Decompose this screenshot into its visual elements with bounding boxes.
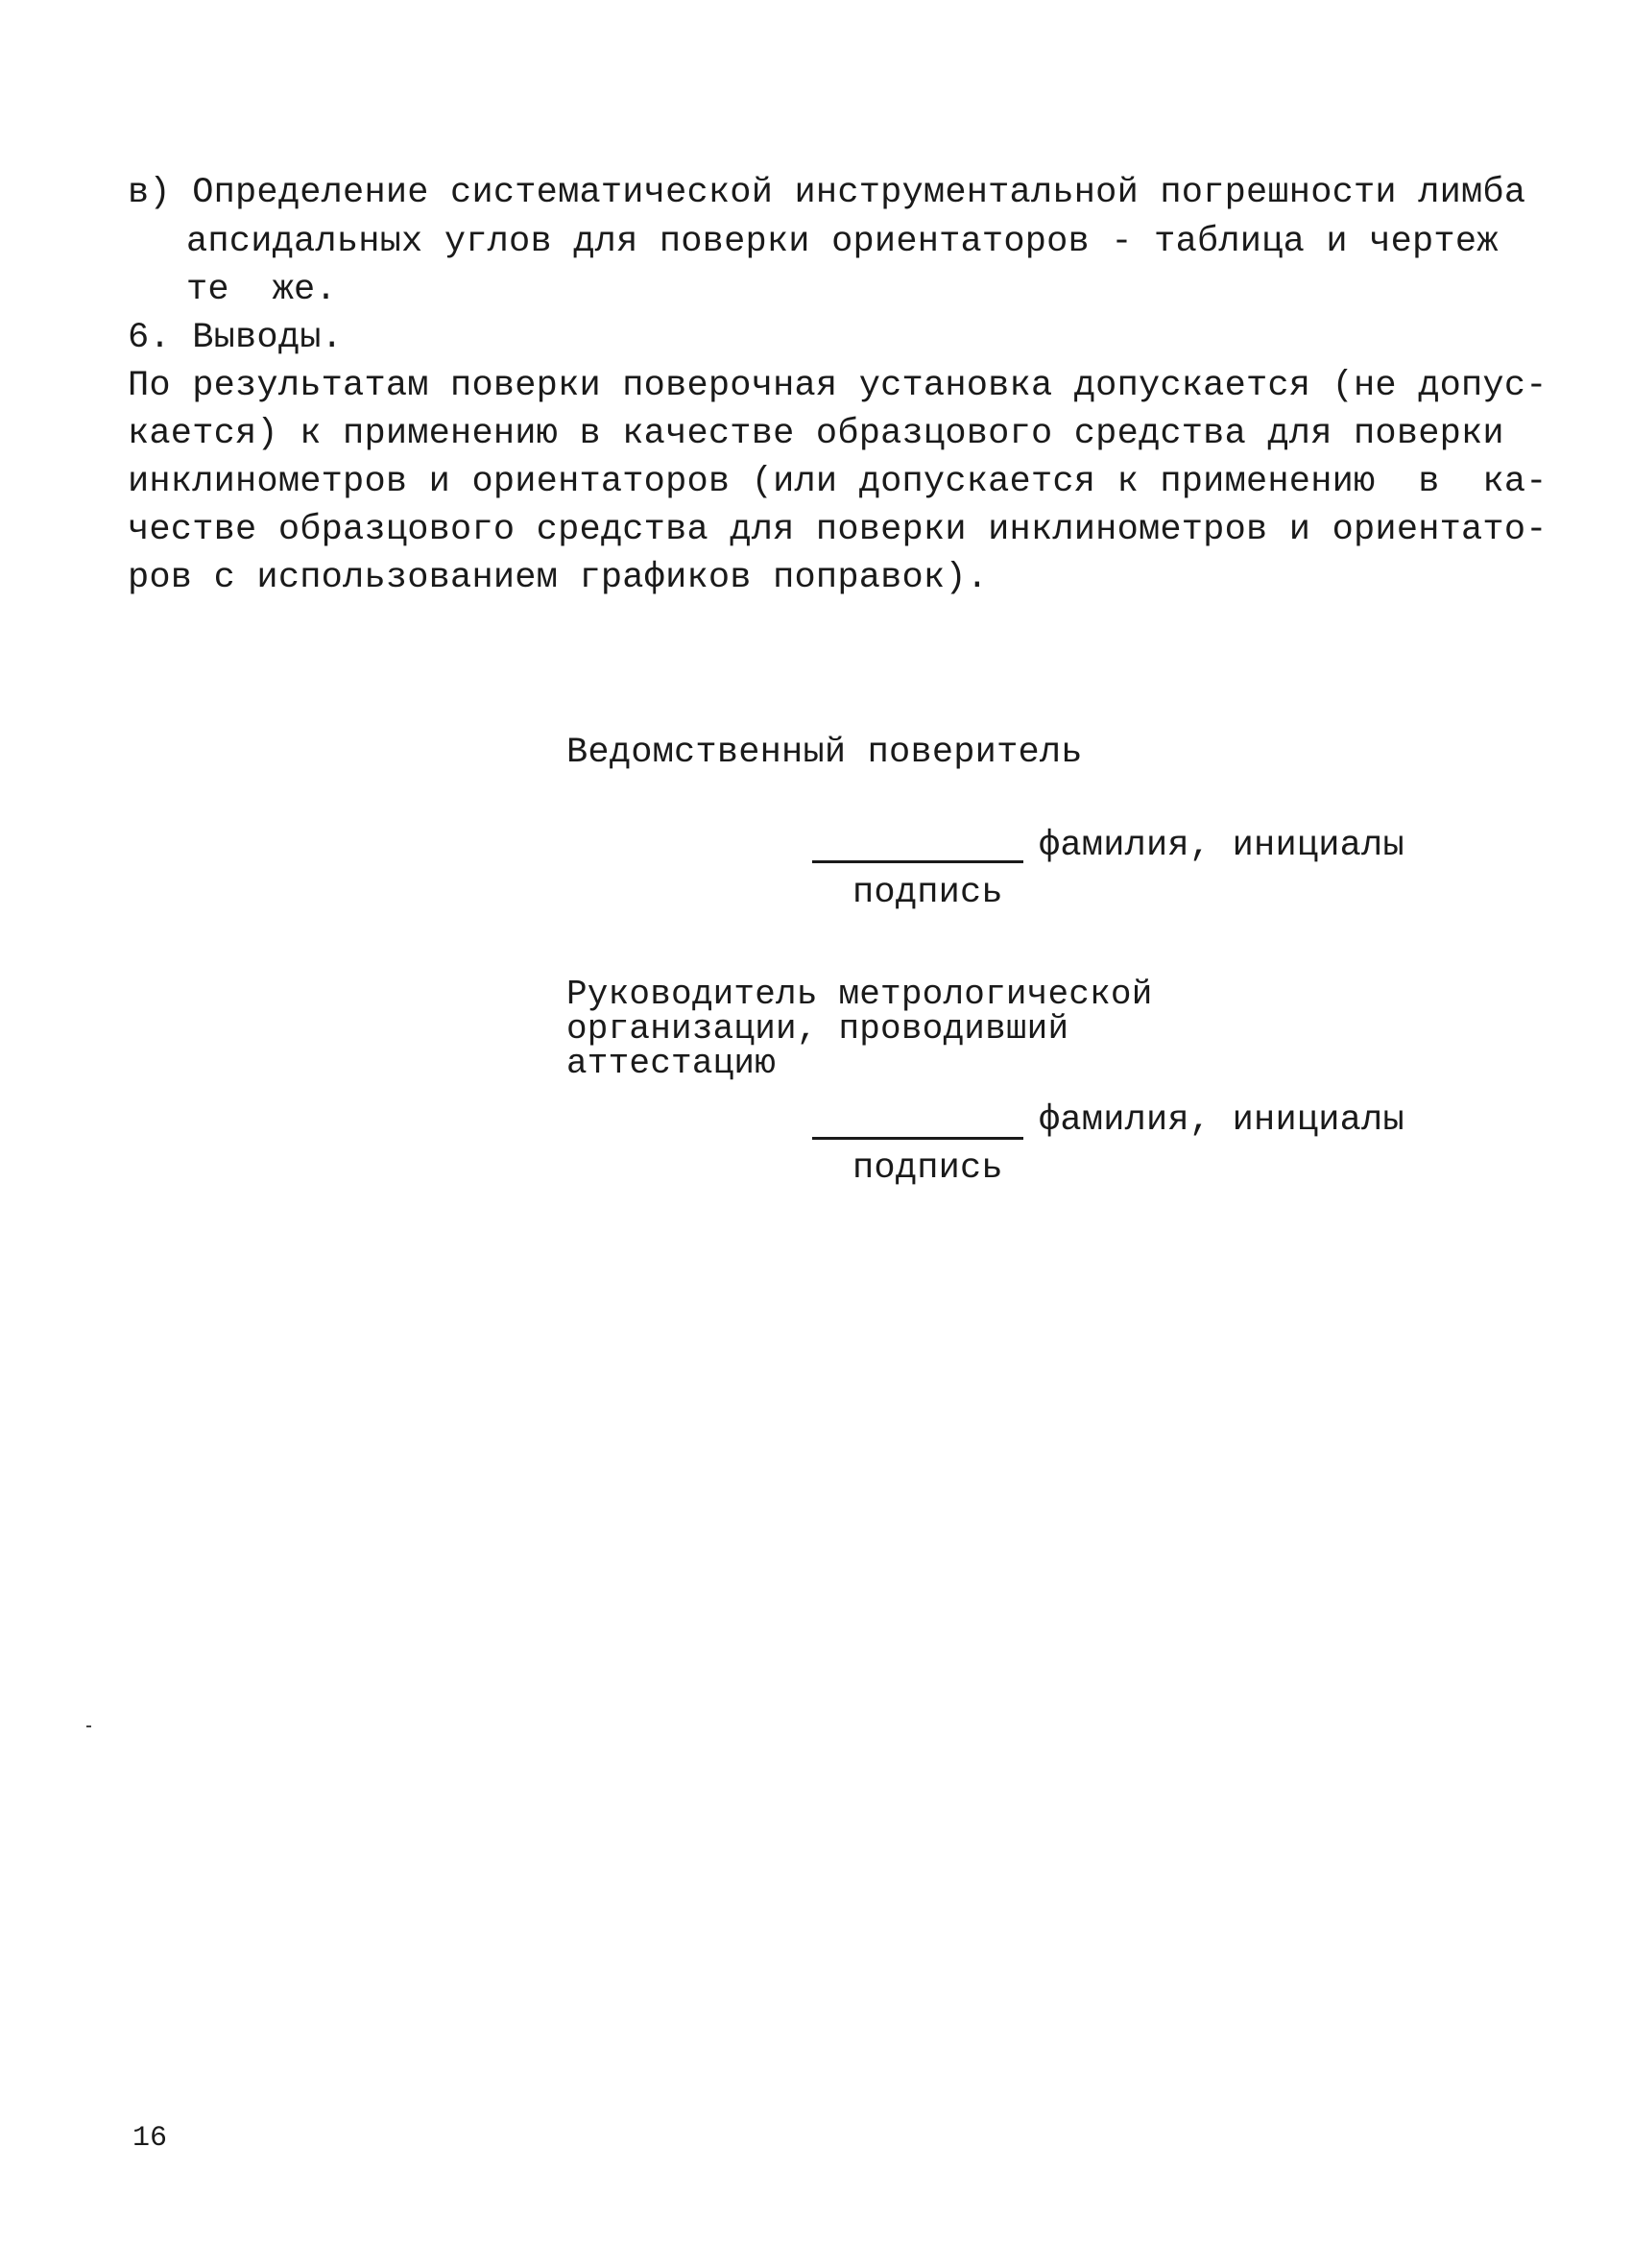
head-title-line-2: организации, проводивший <box>566 1009 1069 1049</box>
conclusions-line-4: честве образцового средства для поверки инклинометров и ориентато- <box>128 510 1548 550</box>
stray-mark <box>86 1725 91 1727</box>
verifier-name-label: фамилия, инициалы <box>1039 826 1404 866</box>
conclusions-line-5: ров с использованием графиков поправок). <box>128 558 989 598</box>
head-signature-label: подпись <box>852 1148 1003 1189</box>
verifier-signature-line <box>812 860 1023 863</box>
conclusions-heading: 6. Выводы. <box>128 318 344 358</box>
verifier-signature-label: подпись <box>852 873 1003 913</box>
page-number: 16 <box>132 2122 168 2155</box>
head-title-line-1: Руководитель метрологической <box>566 975 1153 1014</box>
head-name-label: фамилия, инициалы <box>1039 1100 1404 1141</box>
conclusions-line-2: кается) к применению в качестве образцового средства для поверки <box>128 414 1504 454</box>
section-v-line-2: апсидальных углов для поверки ориентаторов - таблица и чертеж <box>186 222 1499 262</box>
head-signature-line <box>812 1137 1023 1140</box>
verifier-title: Ведомственный поверитель <box>566 733 1083 773</box>
conclusions-line-3: инклинометров и ориентаторов (или допускается к применению в ка- <box>128 462 1548 502</box>
head-title-line-3: аттестацию <box>566 1044 777 1083</box>
section-v-line-3: те же. <box>186 270 337 310</box>
section-v-line-1: в) Определение систематической инструментальной погрешности лимба <box>128 173 1526 213</box>
conclusions-line-1: По результатам поверки поверочная установка допускается (не допус- <box>128 366 1548 406</box>
